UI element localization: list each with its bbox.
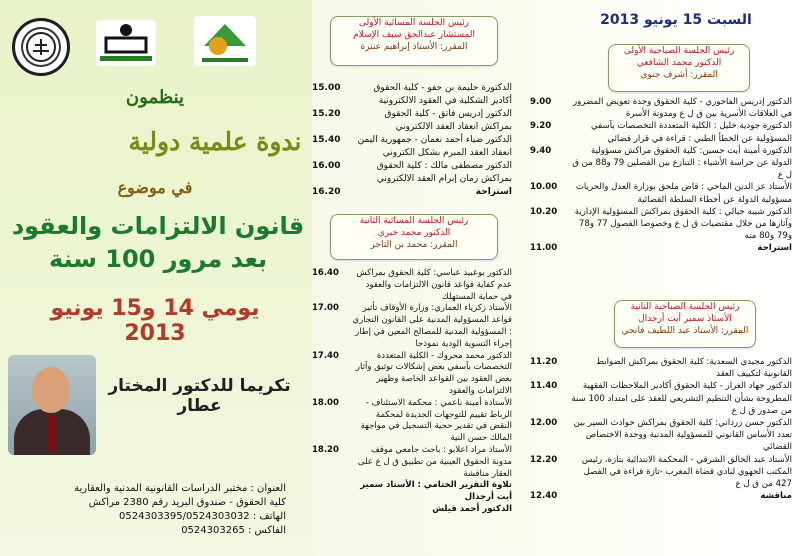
phone-number: 0524303395/0524303032 bbox=[119, 511, 250, 522]
session-rapporteur: المقرر: الأستاذ إبراهيم عنترة bbox=[360, 42, 468, 52]
list-item: الدكتور ضياء أحمد نعمان - جمهورية اليمن انعقاد العقد المبرم بشكل الكتروني 15.40 bbox=[312, 135, 512, 158]
session-chair-title: رئيس الجلسة الصباحية الأولى bbox=[623, 46, 735, 56]
lab-logo-icon bbox=[96, 20, 156, 66]
list-item: الأستاذة أمينة ناعمي : محكمة الاستئناف - الرباط تقييم للتوجهات الجديدة لمحكمة النقض في تقدير حجية التسجيل في مواجهة المالك حسن النية 18.00 bbox=[312, 397, 512, 444]
friday-schedule-2 bbox=[312, 268, 512, 516]
list-item: الدكتورة جودية خليل : الكلية المتعددة التخصصات بآسفي المسؤولية عن الخطأ الطبي : قراءة في قرار قضائي 9.20 bbox=[530, 121, 792, 144]
session-chair-title: رئيس الجلسة المسائية الأولى bbox=[359, 18, 469, 28]
association-logo-icon bbox=[194, 16, 256, 66]
session-rapporteur: المقرر: أشرف جنوي bbox=[640, 70, 718, 80]
event-title: ندوة علمية دولية bbox=[128, 127, 302, 156]
list-item: الدكتور محمد محروك - الكلية المتعددة التخصصات بآسفي بعض إشكالات توثيق وآثار بعض العقود بين القواعد الخاصة وظهير الالتزامات والعقود 17.40 bbox=[312, 350, 512, 396]
session-chair-title: رئيس الجلسة الصباحية الثانية bbox=[630, 302, 740, 312]
friday-session1-box bbox=[330, 16, 498, 66]
list-item: الدكتور حسن زرداني: كلية الحقوق بمراكش حوادث السير بين تعدد الأساس القانوني للمسؤولية المدنية ووحدة الاختصاص القضائي 12.00 bbox=[530, 418, 792, 453]
list-item: مناقشة 12.40 bbox=[530, 491, 792, 502]
honoree-photo bbox=[8, 355, 96, 455]
list-item: الدكتور جهاد الغرار - كلية الحقوق أكادير الملاحظات الفقهية المطروحة بشأن التنظيم التشريعي للعقد على امتداد 100 سنة من صدور ق ل ع 11.40 bbox=[530, 381, 792, 416]
address-line-2: كلية الحقوق - صندوق البريد رقم 2380 مراكش bbox=[88, 497, 286, 508]
session-chair-name: المستشار عبدالحق سيف الإسلام bbox=[353, 30, 475, 40]
list-item: تلاوة التقرير الختامي : الأستاذ سمير أيت أرجدال bbox=[360, 480, 512, 503]
list-item: الدكتور بوعبيد عباسي: كلية الحقوق بمراكش عدم كفاية قواعد قانون الالتزامات والعقود في حماية المستهلك 16.40 bbox=[312, 268, 512, 302]
list-item: الأستاذ عز الدين الماحي : قاض ملحق بوزارة العدل والحريات مسؤولية الدولة عن أخطاء السلطة القضائية 10.00 bbox=[530, 182, 792, 205]
list-item: الدكتور مجيدي السعدية: كلية الحقوق بمراكش الضوابط القانونية لتكييف العقد 11.20 bbox=[530, 357, 792, 380]
fax-number: 0524303265 bbox=[181, 525, 245, 536]
organize-heading: ينظمون bbox=[125, 87, 185, 108]
fax-label: الفاكس : bbox=[248, 525, 286, 536]
list-item: الدكتور مصطفى مالك : كلية الحقوق بمراكش زمان إبرام العقد الالكتروني 16.00 bbox=[312, 161, 512, 184]
saturday-session1-box bbox=[608, 44, 750, 92]
topic-line-1: قانون الالتزامات والعقود bbox=[11, 212, 305, 240]
saturday-schedule-1 bbox=[530, 96, 792, 255]
phone-label: الهاتف : bbox=[252, 511, 286, 522]
session-chair-name: الأستاذ سمير أيت أرجدال bbox=[638, 314, 732, 324]
left-panel bbox=[0, 0, 312, 556]
session-rapporteur: المقرر: الأستاذ عبد اللطيف فانجي bbox=[621, 326, 749, 336]
saturday-session2-box bbox=[614, 300, 756, 348]
faculty-logo-icon bbox=[12, 18, 70, 76]
honor-text: تكريما للدكتور المختار عطار bbox=[108, 376, 291, 416]
session-chair-name: الدكتور محمد الشافعي bbox=[636, 58, 722, 68]
friday-session2-box bbox=[330, 214, 498, 260]
contact-block bbox=[28, 482, 286, 538]
list-item: الدكتور إدريس فاتق - كلية الحقوق بمراكش انعقاد العقد الالكتروني 15.20 bbox=[312, 109, 512, 132]
saturday-schedule-2 bbox=[530, 356, 792, 502]
list-item: الدكتور إدريس الفاخوري - كلية الحقوق وجدة تعويض المضرور في العلاقات الأسرية بين ق ل ع ومدونة الأسرة 9.00 bbox=[530, 97, 792, 120]
list-item: الدكتورة حليمة بن حفو - كلية الحقوق أكادير الشكلية في العقود الالكترونية 15.00 bbox=[312, 83, 512, 106]
friday-schedule-1 bbox=[312, 82, 512, 199]
event-days: يومي 14 و15 يونيو 2013 bbox=[50, 296, 260, 346]
list-item: الدكتور أحمد قيلش bbox=[432, 503, 512, 514]
session-rapporteur: المقرر: محمد بن التاجر bbox=[370, 240, 458, 250]
list-item: استراحة 16.20 bbox=[312, 187, 512, 197]
topic-line-2: بعد مرور 100 سنة bbox=[48, 245, 268, 273]
subject-intro: في موضوع bbox=[117, 178, 193, 197]
session-chair-name: الدكتور محمد خيري bbox=[377, 228, 451, 238]
address-line-1: العنوان : مختبر الدراسات القانونية المدنية والعقارية bbox=[74, 483, 286, 494]
list-item: الأستاذ زكرياء العماري: وزارة الأوقاف تأثير قواعد المسؤولية المدنية على القانون التجاري : المسؤولية المدنية للمصالح المعين في إطار إجراء التسوية الودية نموذجا 17.00 bbox=[312, 303, 512, 349]
list-item: الأستاذ عبد الخالق الشرقي - المحكمة الابتدائية بتازة، رئيس المكتب الجهوي لنادي قضاة المغرب -تازة قراءة في الفصل 427 من ق ل ع 12.20 bbox=[530, 454, 792, 490]
list-item: الأستاذ مراد اعلابو : باحث جامعي موقف مدونة الحقوق العينية من تطبيق ق ل ع على العقار مناقشة 18.20 bbox=[312, 444, 512, 479]
session-chair-title: رئيس الجلسة المسائية الثانية bbox=[359, 216, 469, 226]
list-item: استراحة 11.00 bbox=[530, 243, 792, 254]
saturday-date: السبت 15 يونيو 2013 bbox=[600, 12, 752, 28]
list-item: الدكتورة أمينة أيت حسين: كلية الحقوق مراكش مسؤولية الدولة عن حراسة الأشياء : التنازع بين الفصلين 79 و88 من ق ل ع 9.40 bbox=[530, 145, 792, 181]
list-item: الدكتور شيبه جبالي : كلية الحقوق بمراكش المسؤولية الإدارية وآثارها من خلال مقتضيات ق ل ع وخصوصا الفصول 77 و78 و79 و80 منه 10.20 bbox=[530, 206, 792, 242]
